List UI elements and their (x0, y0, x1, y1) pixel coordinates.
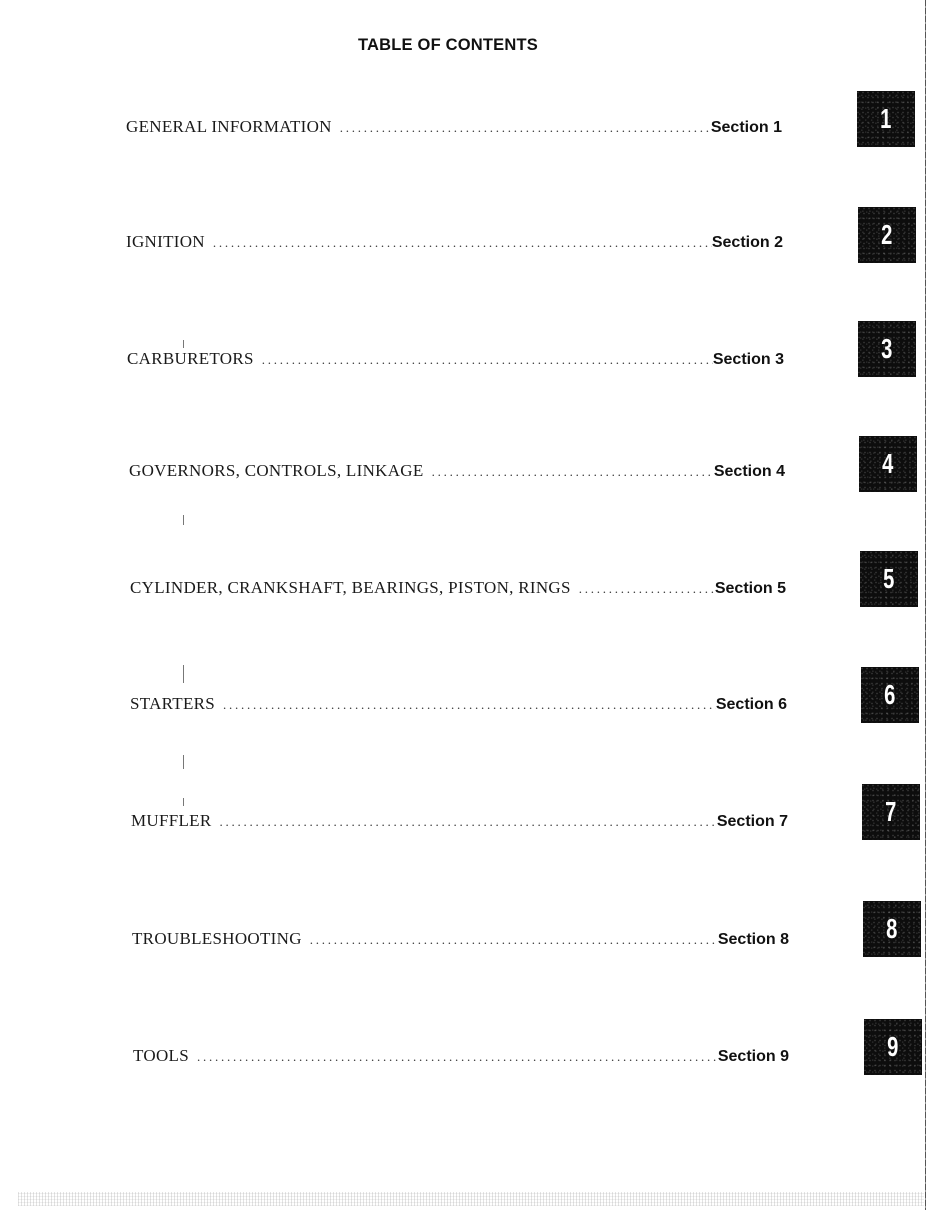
section-tab-9[interactable] (864, 1019, 922, 1075)
scan-mark (183, 340, 184, 348)
tab-number: 6 (884, 679, 896, 710)
page-edge-line (925, 0, 926, 1210)
toc-entry-title: GENERAL INFORMATION (126, 117, 332, 136)
toc-entry-section: Section 2 (711, 234, 783, 251)
section-tab-5[interactable] (860, 551, 918, 607)
dot-leader (424, 464, 714, 480)
scan-mark (183, 798, 184, 806)
toc-entry-section: Section 5 (714, 580, 786, 597)
scan-mark (183, 515, 184, 525)
toc-entry-title: MUFFLER (131, 811, 212, 830)
dot-leader (215, 697, 716, 713)
toc-entry-section: Section 1 (710, 119, 782, 136)
toc-entry-troubleshooting[interactable] (132, 929, 789, 953)
toc-entry-section: Section 4 (713, 463, 785, 480)
toc-entry-starters[interactable] (130, 694, 787, 718)
section-tab-3[interactable] (858, 321, 916, 377)
tab-number: 1 (880, 103, 892, 134)
toc-entry-general-information[interactable] (126, 117, 782, 141)
tab-number: 2 (881, 219, 893, 250)
scan-mark (183, 665, 184, 683)
tab-number: 5 (883, 563, 895, 594)
dot-leader (332, 120, 711, 136)
toc-entry-title: GOVERNORS, CONTROLS, LINKAGE (129, 461, 424, 480)
section-tab-2[interactable] (858, 207, 916, 263)
tab-number: 7 (885, 796, 897, 827)
dot-leader (205, 235, 712, 251)
toc-entry-ignition[interactable] (126, 232, 783, 256)
toc-entry-title: IGNITION (126, 232, 205, 251)
toc-entry-carburetors[interactable] (127, 349, 784, 373)
dot-leader (571, 581, 715, 597)
section-tab-4[interactable] (859, 436, 917, 492)
toc-entry-governors-controls-linkage[interactable] (129, 461, 785, 485)
toc-entry-muffler[interactable] (131, 811, 788, 835)
scan-mark (183, 755, 184, 769)
scan-noise-band (18, 1192, 924, 1206)
dot-leader (254, 352, 713, 368)
tab-number: 8 (886, 913, 898, 944)
tab-number: 9 (887, 1031, 899, 1062)
page-title: TABLE OF CONTENTS (357, 36, 538, 54)
toc-entry-tools[interactable] (133, 1046, 789, 1070)
tab-number: 4 (882, 448, 894, 479)
toc-entry-section: Section 3 (712, 351, 784, 368)
toc-entry-title: STARTERS (130, 694, 216, 713)
section-tab-8[interactable] (863, 901, 921, 957)
toc-entry-section: Section 8 (717, 931, 789, 948)
toc-entry-title: TOOLS (133, 1046, 189, 1065)
section-tab-7[interactable] (862, 784, 920, 840)
toc-entry-title: CARBURETORS (127, 349, 254, 368)
dot-leader (302, 932, 718, 948)
toc-entry-cylinder-crankshaft[interactable] (130, 578, 786, 602)
toc-entry-section: Section 9 (717, 1048, 789, 1065)
tab-number: 3 (881, 333, 893, 364)
toc-entry-title: TROUBLESHOOTING (132, 929, 302, 948)
dot-leader (189, 1049, 718, 1065)
toc-entry-title: CYLINDER, CRANKSHAFT, BEARINGS, PISTON, RINGS (130, 578, 571, 597)
section-tab-6[interactable] (861, 667, 919, 723)
section-tab-1[interactable] (857, 91, 915, 147)
toc-entry-section: Section 7 (716, 813, 788, 830)
toc-entry-section: Section 6 (715, 696, 787, 713)
dot-leader (212, 814, 717, 830)
